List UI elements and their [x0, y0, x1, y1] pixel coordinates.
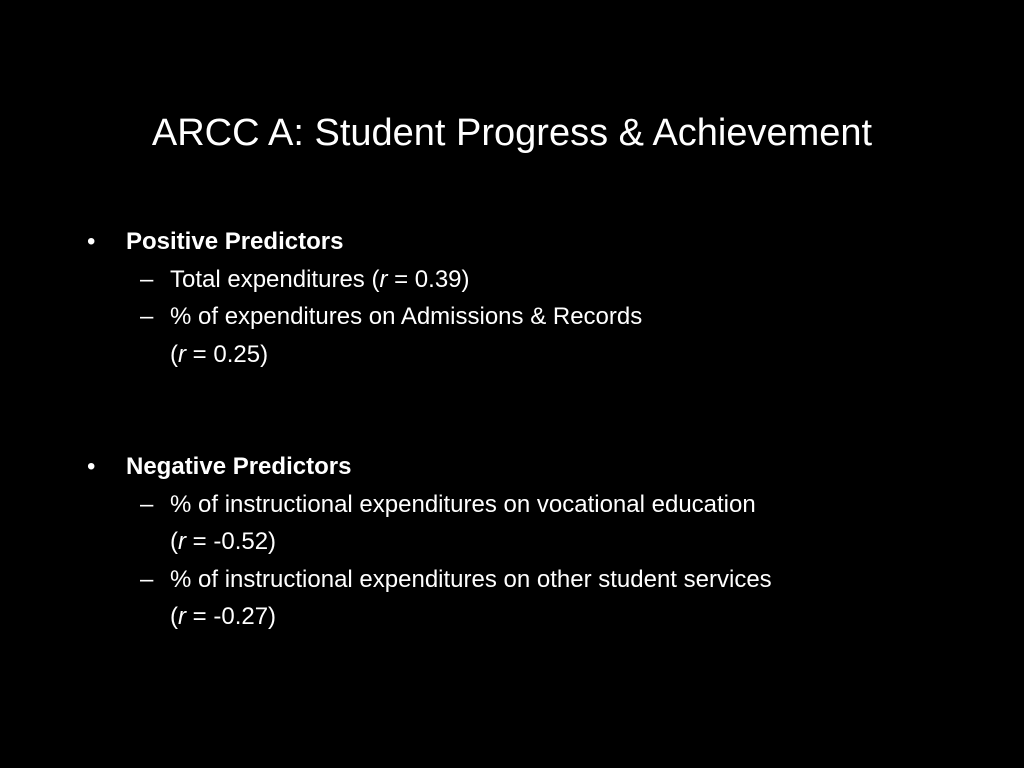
negative-item-2-text: % of instructional expenditures on other student services [170, 566, 772, 593]
positive-predictors-heading: Positive Predictors [126, 228, 344, 255]
paren-open: ( [170, 528, 178, 555]
slide-title: ARCC A: Student Progress & Achievement [151, 112, 873, 154]
dash-icon: – [140, 266, 154, 293]
positive-item-1-value: = 0.39) [387, 266, 470, 293]
r-symbol: r [379, 266, 388, 293]
paren-open: ( [170, 603, 178, 630]
paren-open: ( [170, 341, 178, 368]
dash-icon: – [140, 303, 154, 330]
negative-item-1-coefficient [170, 527, 276, 557]
r-symbol: r [178, 341, 186, 368]
bullet-icon: • [87, 453, 96, 480]
r-symbol: r [178, 603, 186, 630]
positive-item-2-coefficient [170, 340, 268, 370]
positive-item-2-text: % of expenditures on Admissions & Records [170, 303, 643, 330]
dash-icon: – [140, 491, 154, 518]
negative-item-2-value: = -0.27) [186, 603, 277, 630]
dash-icon: – [140, 566, 154, 593]
negative-item-1-text: % of instructional expenditures on vocational education [170, 491, 756, 518]
bullet-icon: • [87, 228, 96, 255]
negative-item-1-value: = -0.52) [186, 528, 277, 555]
r-symbol: r [178, 528, 186, 555]
positive-item-1-text: Total expenditures ( [170, 266, 380, 293]
positive-item-1 [170, 265, 470, 295]
negative-item-2-coefficient [170, 602, 276, 632]
positive-item-2-value: = 0.25) [186, 341, 269, 368]
negative-predictors-heading: Negative Predictors [126, 453, 352, 480]
